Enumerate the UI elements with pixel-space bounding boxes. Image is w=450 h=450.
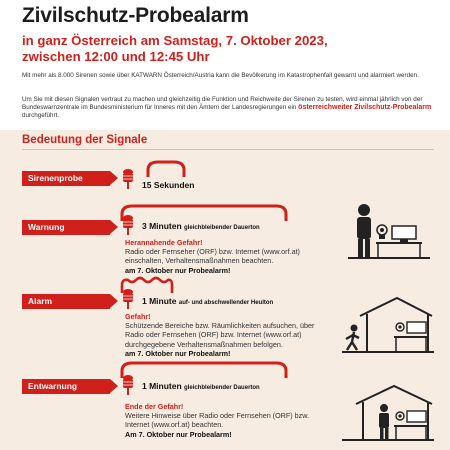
wailing-tone-wave-icon: [118, 276, 176, 294]
continuous-tone-wave-icon: [118, 361, 290, 379]
info-alarm: [125, 312, 335, 358]
warnung-heading: Herannahende Gefahr!: [125, 238, 203, 247]
intro-paragraph-2: [22, 96, 434, 120]
tag-alarm: Alarm: [22, 294, 110, 309]
alarm-footer: am 7. Oktober nur Probealarm!: [125, 348, 231, 358]
tag-warnung: Warnung: [22, 220, 110, 235]
duration-alarm-main: 1 Minute: [142, 296, 177, 306]
person-in-house-illustration: [342, 382, 434, 444]
page-title: Zivilschutz-Probealarm: [22, 4, 249, 27]
duration-warnung-main: 3 Minuten: [142, 221, 182, 231]
person-listening-illustration: [348, 200, 430, 262]
subtitle-line-1: in ganz Österreich am Samstag, 7. Oktober 2023,: [22, 33, 328, 48]
warnung-text: Radio oder Fernseher (ORF) bzw. Internet (www.orf.at) einschalten, Verhaltensmaßnahmen beachten.: [125, 247, 300, 266]
alarm-heading: Gefahr!: [125, 312, 151, 321]
warnung-footer: am 7. Oktober nur Probealarm!: [125, 265, 231, 275]
duration-alarm: [142, 296, 273, 306]
intro-paragraph-2-text: Um Sie mit diesen Signalen vertraut zu machen und gleichzeitig die Funktion und Reichweite der Sirenen zu testen, wird einmal jährlich von der Bundeswarnzentrale im Bundesministerium für Inneres mit den Ämtern der Landesregierungen ein: [22, 96, 423, 111]
duration-entwarnung: [142, 381, 260, 391]
page-subtitle: [22, 33, 328, 65]
intro-paragraph-2-end: durchgeführt.: [22, 112, 60, 119]
continuous-tone-wave-icon: [118, 204, 290, 222]
tag-sirenenprobe: Sirenenprobe: [22, 171, 110, 186]
duration-alarm-note: auf- und abschwellender Heulton: [178, 300, 274, 306]
info-warnung: [125, 238, 335, 275]
section-title: Bedeutung der Signale: [22, 134, 148, 146]
entwarnung-text: Weitere Hinweise über Radio oder Fernsehen (ORF) bzw. Internet (www.orf.at) beachten.: [125, 411, 310, 430]
duration-warnung-note: gleichbleibender Dauerton: [184, 225, 260, 231]
tag-entwarnung: Entwarnung: [22, 379, 110, 394]
short-tone-wave-icon: [146, 160, 186, 178]
intro-emphasis: österreichweiter Zivilschutz-Probealarm: [298, 104, 432, 111]
subtitle-line-2: zwischen 12:00 und 12:45 Uhr: [22, 49, 210, 64]
intro-paragraph-1: Mit mehr als 8.000 Sirenen sowie über KATWARN Österreich/Austria kann die Bevölkerung im Katastrophenfall gewarnt und alarmiert werden.: [22, 72, 419, 79]
siren-icon: [121, 168, 135, 190]
entwarnung-heading: Ende der Gefahr!: [125, 402, 184, 411]
alarm-text: Schützende Bereiche bzw. Räumlichkeiten aufsuchen, über Radio oder Fernsehen (ORF) bzw. Internet (www.orf.at) durchgegebene Verhaltensmaßnahmen befolgen.: [125, 321, 315, 349]
duration-warnung: [142, 221, 260, 231]
info-entwarnung: [125, 402, 335, 439]
duration-sirenenprobe: 15 Sekunden: [142, 180, 195, 190]
duration-entwarnung-main: 1 Minuten: [142, 381, 182, 391]
duration-entwarnung-note: gleichbleibender Dauerton: [184, 385, 260, 391]
section-divider: [22, 149, 434, 150]
entwarnung-footer: Am 7. Oktober nur Probealarm!: [125, 429, 232, 439]
person-entering-house-illustration: [342, 294, 434, 356]
